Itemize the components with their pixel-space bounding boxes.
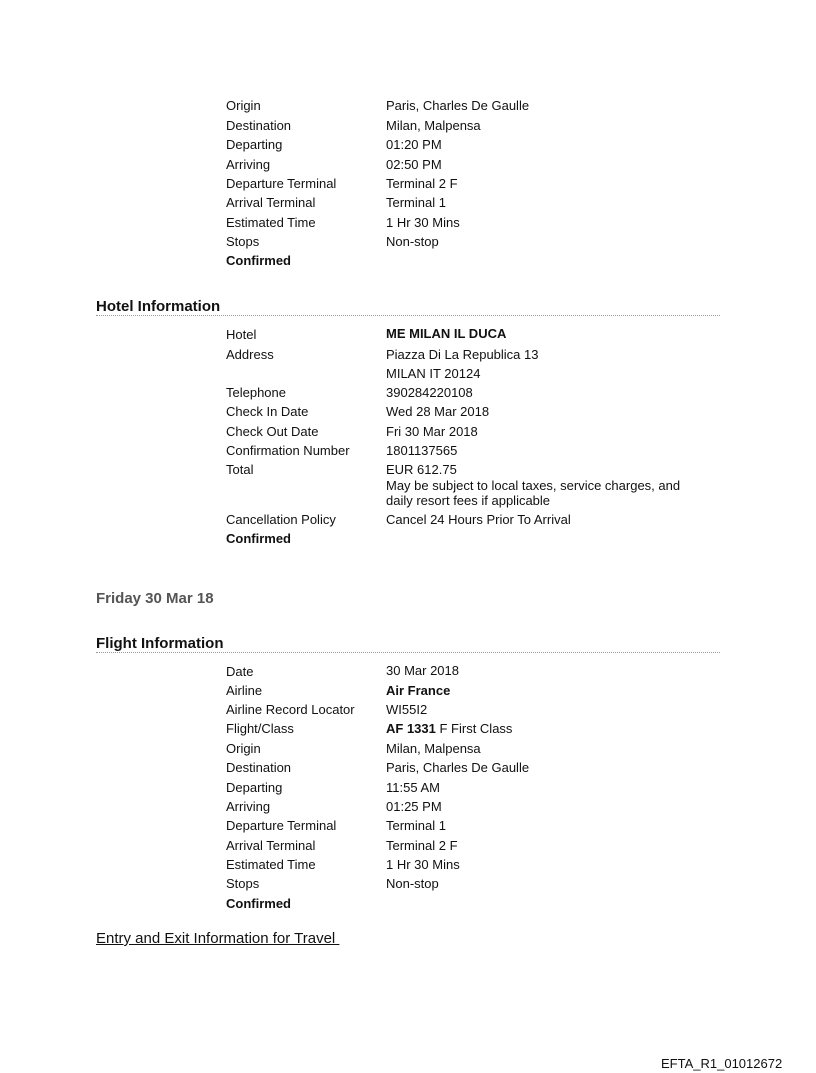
address-label: Address [226, 347, 274, 362]
telephone-value: 390284220108 [386, 385, 473, 400]
departing-value-2: 11:55 AM [386, 780, 440, 795]
address-line2: MILAN IT 20124 [386, 366, 481, 381]
address-line1: Piazza Di La Republica 13 [386, 347, 539, 362]
origin-value: Paris, Charles De Gaulle [386, 98, 530, 113]
arriving-label: Arriving [226, 157, 271, 172]
record-locator-value: WI55I2 [386, 702, 428, 717]
destination-value-2: Paris, Charles De Gaulle [386, 760, 530, 775]
arriving-label-2: Arriving [226, 799, 271, 814]
day-heading: Friday 30 Mar 18 [96, 590, 214, 607]
airline-label: Airline [226, 683, 263, 698]
telephone-label: Telephone [226, 385, 286, 400]
cancellation-label: Cancellation Policy [226, 512, 336, 527]
flight-class-value [386, 721, 512, 736]
arrival-terminal-label: Arrival Terminal [226, 195, 316, 210]
estimated-time-label-2: Estimated Time [226, 857, 316, 872]
flight-class: F First Class [435, 721, 513, 736]
date-value: 30 Mar 2018 [386, 663, 459, 678]
flight-status: Confirmed [226, 896, 291, 911]
date-label: Date [226, 664, 254, 679]
cancellation-value: Cancel 24 Hours Prior To Arrival [386, 512, 571, 527]
record-locator-label: Airline Record Locator [226, 702, 355, 717]
departing-label: Departing [226, 137, 283, 152]
flight-section-divider [96, 652, 720, 653]
origin-label: Origin [226, 98, 261, 113]
stops-value: Non-stop [386, 234, 439, 249]
checkout-value: Fri 30 Mar 2018 [386, 424, 478, 439]
origin-label-2: Origin [226, 741, 261, 756]
total-label: Total [226, 462, 254, 477]
confirmation-label: Confirmation Number [226, 443, 350, 458]
arrival-terminal-label-2: Arrival Terminal [226, 838, 316, 853]
arriving-value: 02:50 PM [386, 157, 442, 172]
estimated-time-value: 1 Hr 30 Mins [386, 215, 460, 230]
departure-terminal-label-2: Departure Terminal [226, 818, 337, 833]
departing-label-2: Departing [226, 780, 283, 795]
departure-terminal-value: Terminal 2 F [386, 176, 458, 191]
total-value: EUR 612.75 [386, 462, 457, 477]
arrival-terminal-value: Terminal 1 [386, 195, 446, 210]
estimated-time-value-2: 1 Hr 30 Mins [386, 857, 460, 872]
airline-value: Air France [386, 683, 451, 698]
flight-top-status: Confirmed [226, 253, 291, 268]
destination-label: Destination [226, 118, 292, 133]
document-id: EFTA_R1_01012672 [661, 1056, 783, 1071]
arriving-value-2: 01:25 PM [386, 799, 442, 814]
confirmation-value: 1801137565 [386, 443, 458, 458]
departing-value: 01:20 PM [386, 137, 442, 152]
origin-value-2: Milan, Malpensa [386, 741, 481, 756]
stops-value-2: Non-stop [386, 876, 439, 891]
checkin-label: Check In Date [226, 404, 309, 419]
entry-exit-info-link[interactable]: Entry and Exit Information for Travel [96, 930, 340, 947]
hotel-section-divider [96, 315, 720, 316]
stops-label-2: Stops [226, 876, 260, 891]
departure-terminal-value-2: Terminal 1 [386, 818, 446, 833]
flight-number: AF 1331 [386, 721, 436, 736]
arrival-terminal-value-2: Terminal 2 F [386, 838, 458, 853]
estimated-time-label: Estimated Time [226, 215, 316, 230]
departure-terminal-label: Departure Terminal [226, 176, 337, 191]
destination-label-2: Destination [226, 760, 292, 775]
total-note: May be subject to local taxes, service charges, and daily resort fees if applicable [386, 478, 681, 508]
hotel-label: Hotel [226, 327, 257, 342]
destination-value: Milan, Malpensa [386, 118, 481, 133]
hotel-section-title: Hotel Information [96, 298, 221, 315]
hotel-status: Confirmed [226, 531, 291, 546]
stops-label: Stops [226, 234, 260, 249]
checkin-value: Wed 28 Mar 2018 [386, 404, 490, 419]
flight-class-label: Flight/Class [226, 721, 294, 736]
hotel-name: ME MILAN IL DUCA [386, 326, 507, 341]
flight-section-title: Flight Information [96, 635, 224, 652]
checkout-label: Check Out Date [226, 424, 319, 439]
